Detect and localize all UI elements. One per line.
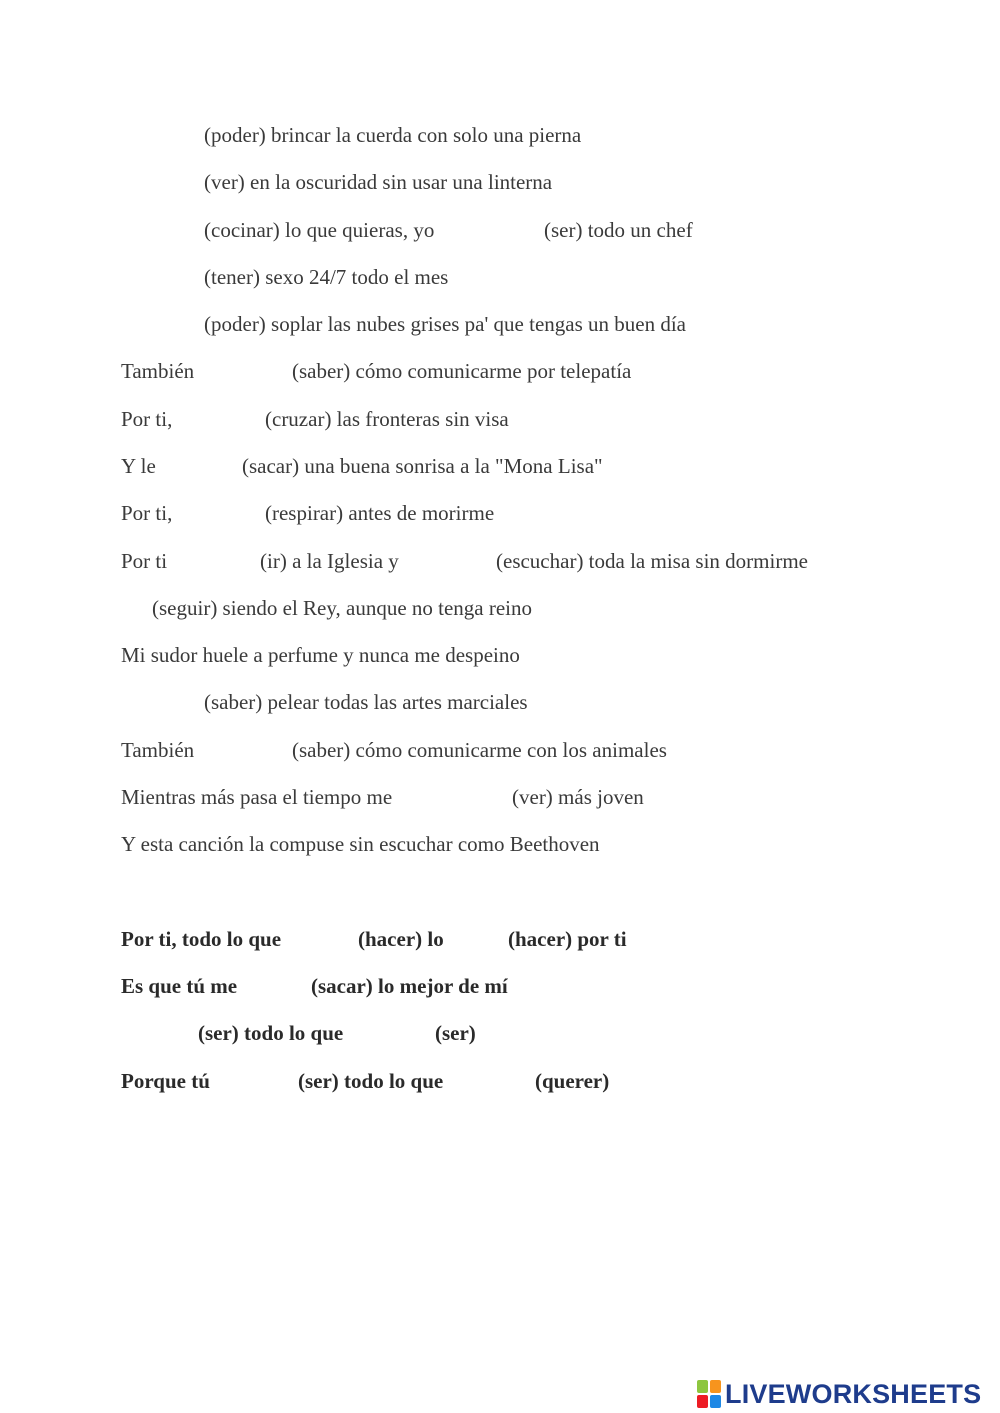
verse-text: (escuchar) toda la misa sin dormirme [496,549,808,573]
verse-text: (tener) sexo 24/7 todo el mes [204,265,449,289]
chorus-text: (querer) [535,1069,610,1093]
chorus-text: (ser) [435,1021,476,1045]
verse-text: También [121,359,195,383]
verse-text: (ver) más joven [512,785,644,809]
chorus-text: (hacer) lo [358,927,444,951]
verse-text: (seguir) siendo el Rey, aunque no tenga reino [152,596,533,620]
verse-text: Por ti, [121,407,173,431]
verse-text: (poder) brincar la cuerda con solo una pierna [204,123,582,147]
liveworksheets-logo-icon [697,1380,721,1408]
verse-text: (poder) soplar las nubes grises pa' que tengas un buen día [204,312,686,336]
verse-text: Por ti [121,549,168,573]
verse-text: También [121,738,195,762]
chorus-text: (hacer) por ti [508,927,627,951]
chorus-text: (sacar) lo mejor de mí [311,974,508,998]
verse-text: (saber) pelear todas las artes marciales [204,690,528,714]
liveworksheets-logo [697,1378,981,1410]
verse-text: Mientras más pasa el tiempo me [121,785,393,809]
chorus-text: Es que tú me [121,974,238,998]
logo-text: LIVEWORKSHEETS [725,1378,982,1409]
verse-text: (saber) cómo comunicarme con los animales [292,738,667,762]
verse-text: (ver) en la oscuridad sin usar una linterna [204,170,553,194]
chorus-text: (ser) todo lo que [198,1021,344,1045]
verse-text: (saber) cómo comunicarme por telepatía [292,359,632,383]
chorus-text: (ser) todo lo que [298,1069,444,1093]
verse-text: (cruzar) las fronteras sin visa [265,407,509,431]
verse-text: (ser) todo un chef [544,218,693,242]
verse-text: Y le [121,454,156,478]
verse-text: (ir) a la Iglesia y [260,549,399,573]
verse-text: (respirar) antes de morirme [265,501,495,525]
verse-text: (cocinar) lo que quieras, yo [204,218,435,242]
verse-text: (sacar) una buena sonrisa a la "Mona Lisa" [242,454,603,478]
chorus-text: Por ti, todo lo que [121,927,282,951]
verse-text: Y esta canción la compuse sin escuchar como Beethoven [121,832,600,856]
verse-text: Mi sudor huele a perfume y nunca me despeino [121,643,520,667]
chorus-text: Porque tú [121,1069,210,1093]
verse-text: Por ti, [121,501,173,525]
